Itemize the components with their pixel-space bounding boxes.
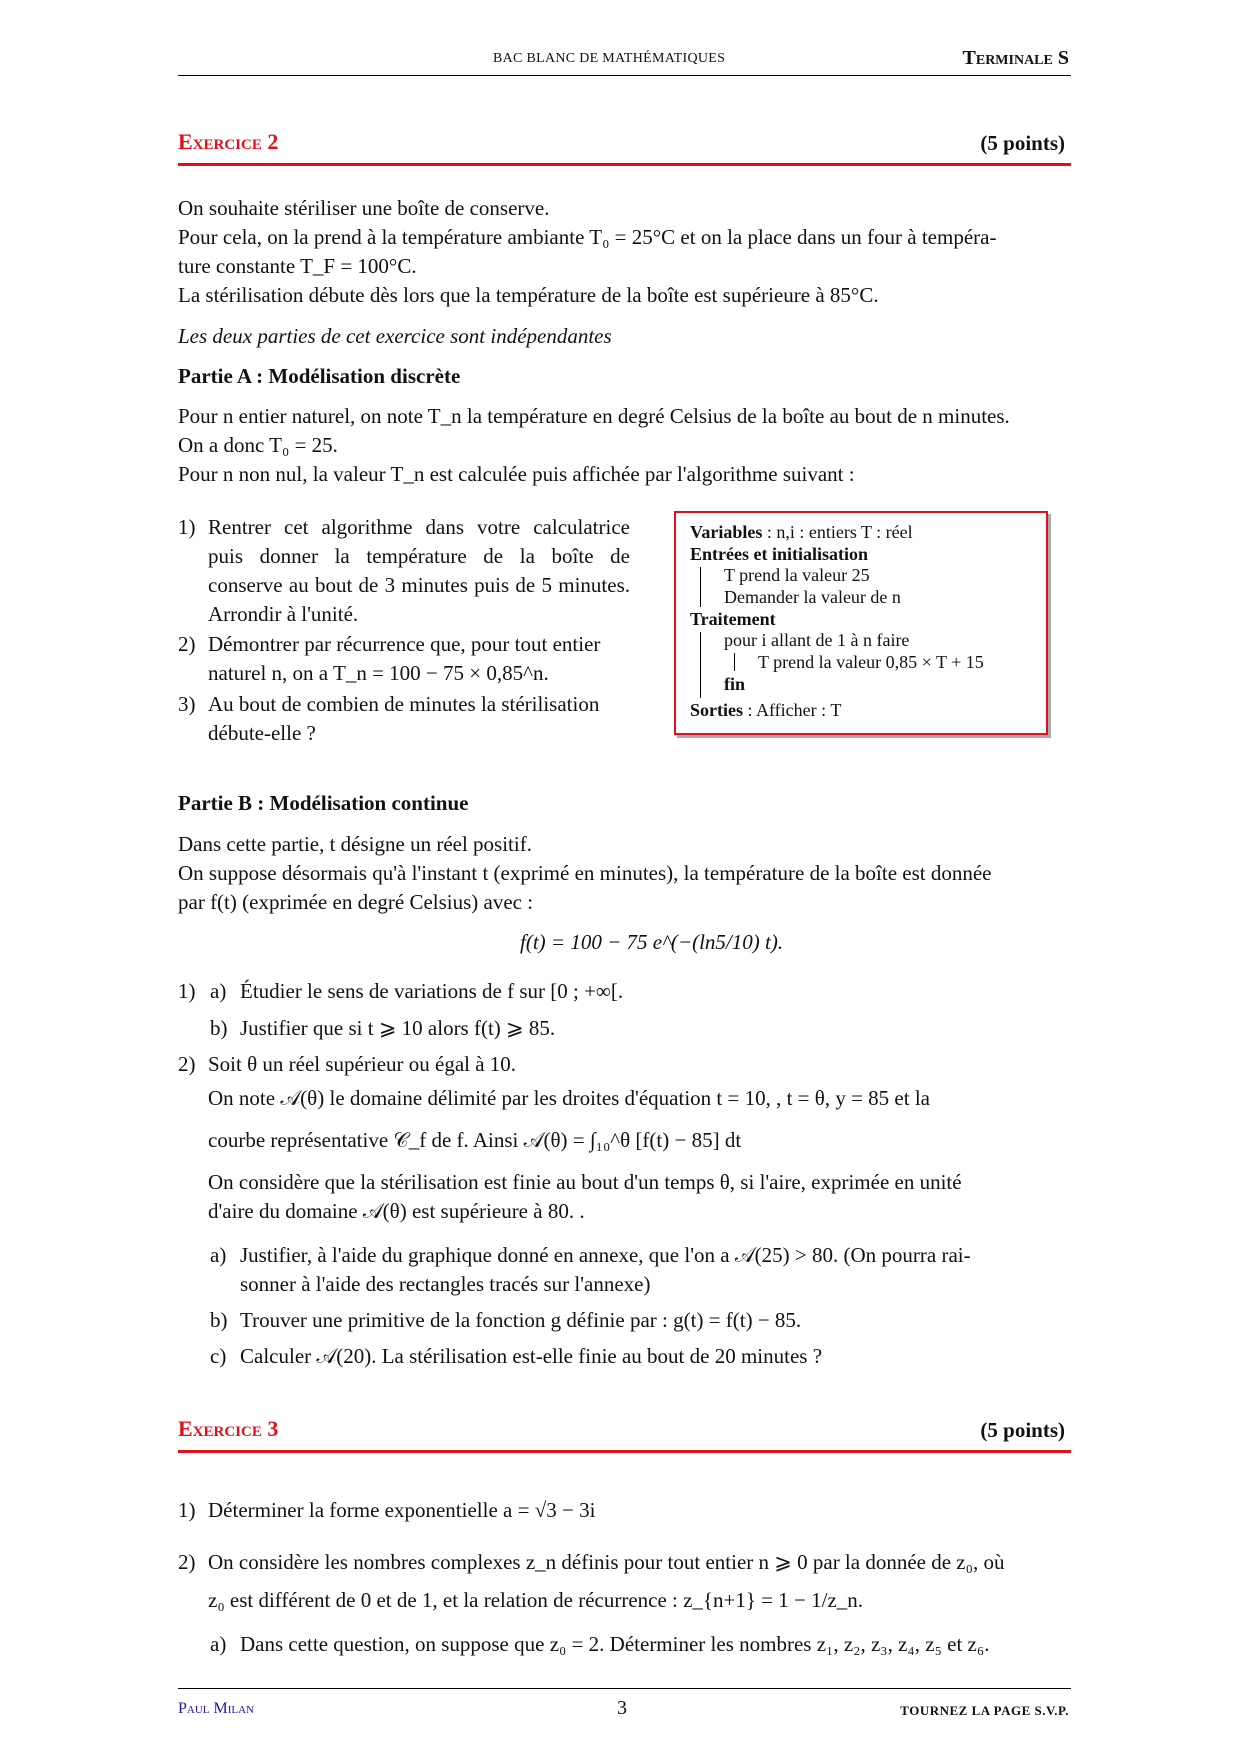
question-text-line-2: sonner à l'aide des rectangles tracés sur l'annexe) bbox=[240, 1272, 651, 1296]
footer-author: Paul Milan bbox=[178, 1700, 255, 1717]
algo-loop-end: fin bbox=[724, 674, 746, 694]
part-b-question-2a bbox=[178, 1241, 1071, 1299]
exercise-2-title: Exercice 2 bbox=[178, 129, 279, 154]
question-text: Soit θ un réel supérieur ou égal à 10. bbox=[208, 1052, 517, 1076]
sub-question-label: a) bbox=[210, 979, 227, 1003]
algorithm-box bbox=[674, 511, 1048, 735]
footer-page-number: 3 bbox=[617, 1697, 627, 1719]
part-b-line-3: par f(t) (exprimée en degré Celsius) avec : bbox=[178, 890, 534, 914]
intro-line-4: La stérilisation débute dès lors que la température de la boîte est supérieure à 85°C. bbox=[178, 283, 879, 307]
algo-variables-text: : n,i : entiers T : réel bbox=[766, 522, 913, 542]
part-a-title: Partie A : Modélisation discrète bbox=[178, 364, 461, 388]
algo-variables bbox=[690, 521, 913, 543]
header-left: BAC BLANC DE MATHÉMATIQUES bbox=[493, 51, 726, 66]
intro-line-1: On souhaite stériliser une boîte de conserve. bbox=[178, 196, 550, 220]
part-b-line-2: On suppose désormais qu'à l'instant t (exprimé en minutes), la température de la boîte est donnée bbox=[178, 861, 992, 885]
question-text: Étudier le sens de variations de f sur [0 ; +∞[. bbox=[240, 979, 624, 1003]
part-a-question-3 bbox=[178, 690, 630, 748]
sub-question-label: b) bbox=[210, 1308, 228, 1332]
exercise-3-points: (5 points) bbox=[980, 1418, 1065, 1442]
part-b-question-2 bbox=[178, 1050, 1071, 1079]
algo-output-label: Sorties bbox=[690, 700, 743, 720]
algo-treatment-label: Traitement bbox=[690, 609, 776, 629]
question-text: Déterminer la forme exponentielle a = √3 − 3i bbox=[208, 1498, 596, 1522]
algo-loop-bar bbox=[734, 653, 735, 671]
part-b-line-1: Dans cette partie, t désigne un réel positif. bbox=[178, 832, 532, 856]
part-b-title: Partie B : Modélisation continue bbox=[178, 791, 469, 815]
footer-turn-page: TOURNEZ LA PAGE S.V.P. bbox=[900, 1703, 1069, 1718]
question-text: Trouver une primitive de la fonction g définie par : g(t) = f(t) − 85. bbox=[240, 1308, 802, 1332]
part-b-q2-line-4: On considère que la stérilisation est finie au bout d'un temps θ, si l'aire, exprimée en unité bbox=[208, 1170, 962, 1194]
exercise-2-heading bbox=[178, 127, 1071, 166]
intro-line-2: Pour cela, on la prend à la température ambiante T₀ = 25°C et on la place dans un four à tempéra- bbox=[178, 225, 997, 249]
exercise-note: Les deux parties de cet exercice sont indépendantes bbox=[178, 324, 612, 348]
exercise-3-question-1 bbox=[178, 1496, 1071, 1525]
part-a-line-2: On a donc T₀ = 25. bbox=[178, 433, 338, 457]
question-text-line-1: On considère les nombres complexes z_n définis pour tout entier n ⩾ 0 par la donnée de z₀, où bbox=[208, 1550, 1005, 1574]
exercise-3-question-2 bbox=[178, 1548, 1071, 1577]
part-b-q2-line-5: d'aire du domaine 𝒜(θ) est supérieure à 80. . bbox=[208, 1199, 585, 1223]
question-number: 2) bbox=[178, 632, 196, 656]
exercise-3-heading bbox=[178, 1414, 1071, 1453]
question-number: 2) bbox=[178, 1550, 196, 1574]
exercise-3-question-2a bbox=[178, 1630, 1071, 1659]
part-b-question-1a bbox=[178, 977, 1071, 1006]
algo-init-line-1: T prend la valeur 25 bbox=[724, 565, 870, 585]
question-number: 2) bbox=[178, 1052, 196, 1076]
part-b-question-1b bbox=[178, 1014, 1071, 1043]
question-text-line-1: Justifier, à l'aide du graphique donné en annexe, que l'on a 𝒜(25) > 80. (On pourra rai- bbox=[240, 1243, 971, 1267]
exercise-2-points: (5 points) bbox=[980, 131, 1065, 155]
question-text: Dans cette question, on suppose que z₀ = 2. Déterminer les nombres z₁, z₂, z₃, z₄, z₅ et z₆. bbox=[240, 1632, 990, 1656]
footer-rule bbox=[178, 1688, 1071, 1689]
question-number: 3) bbox=[178, 692, 196, 716]
part-b-question-2b bbox=[178, 1306, 1071, 1335]
sub-question-label: c) bbox=[210, 1344, 227, 1368]
algo-init-line-2: Demander la valeur de n bbox=[724, 587, 901, 607]
algo-variables-label: Variables bbox=[690, 522, 763, 542]
algo-treatment-bar bbox=[700, 632, 701, 698]
algo-loop-body: T prend la valeur 0,85 × T + 15 bbox=[758, 652, 984, 672]
question-number: 1) bbox=[178, 515, 196, 539]
part-b-question-2c bbox=[178, 1342, 1071, 1371]
algo-init-label: Entrées et initialisation bbox=[690, 544, 868, 564]
part-a-question-2 bbox=[178, 630, 630, 688]
question-text: Démontrer par récurrence que, pour tout entier naturel n, on a T_n = 100 − 75 × 0,85^n. bbox=[208, 632, 601, 685]
header-right: Terminale S bbox=[962, 47, 1069, 69]
question-text: Justifier que si t ⩾ 10 alors f(t) ⩾ 85. bbox=[240, 1016, 556, 1040]
question-number: 1) bbox=[178, 1498, 196, 1522]
question-text: Calculer 𝒜(20). La stérilisation est-elle finie au bout de 20 minutes ? bbox=[240, 1344, 823, 1368]
header-rule bbox=[178, 75, 1071, 76]
exercise-3-q2-line-2: z₀ est différent de 0 et de 1, et la relation de récurrence : z_{n+1} = 1 − 1/z_n. bbox=[208, 1588, 864, 1612]
algo-output-text: : Afficher : T bbox=[747, 700, 842, 720]
question-number: 1) bbox=[178, 979, 196, 1003]
part-a-line-1: Pour n entier naturel, on note T_n la température en degré Celsius de la boîte au bout de n minutes. bbox=[178, 404, 1010, 428]
intro-line-3: ture constante T_F = 100°C. bbox=[178, 254, 417, 278]
algo-output bbox=[690, 699, 841, 721]
part-b-q2-line-2: On note 𝒜(θ) le domaine délimité par les droites d'équation t = 10, , t = θ, y = 85 et la bbox=[208, 1086, 930, 1110]
exercise-3-title: Exercice 3 bbox=[178, 1416, 279, 1441]
part-b-q2-line-3: courbe représentative 𝒞_f de f. Ainsi 𝒜(θ) = ∫₁₀^θ [f(t) − 85] dt bbox=[208, 1128, 742, 1152]
part-a-question-1 bbox=[178, 513, 630, 629]
algo-init-bar bbox=[700, 567, 701, 607]
sub-question-label: a) bbox=[210, 1632, 227, 1656]
part-b-formula: f(t) = 100 − 75 e^(−(ln5/10) t). bbox=[520, 930, 784, 954]
question-text: Rentrer cet algorithme dans votre calculatrice puis donner la température de la boîte de conserve au bout de 3 minutes puis de 5 minutes. Arrondir à l'unité. bbox=[208, 515, 630, 626]
sub-question-label: b) bbox=[210, 1016, 228, 1040]
part-a-line-3: Pour n non nul, la valeur T_n est calculée puis affichée par l'algorithme suivant : bbox=[178, 462, 855, 486]
question-text: Au bout de combien de minutes la stérilisation débute-elle ? bbox=[208, 692, 600, 745]
sub-question-label: a) bbox=[210, 1243, 227, 1267]
algo-loop-start: pour i allant de 1 à n faire bbox=[724, 630, 910, 650]
